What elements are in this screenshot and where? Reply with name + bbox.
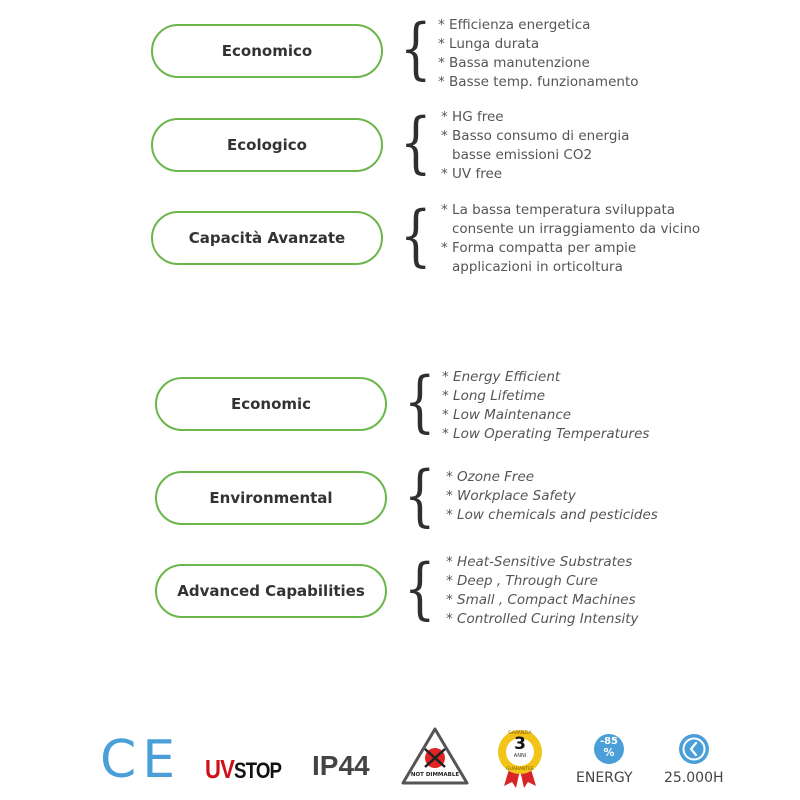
ce-mark-icon: CE xyxy=(100,730,182,790)
category-pill-ecologico: Ecologico xyxy=(151,118,383,172)
bullet-item: * Efficienza energetica xyxy=(438,17,591,33)
bullet-item: applicazioni in orticoltura xyxy=(452,259,623,275)
bullet-item: * Bassa manutenzione xyxy=(438,55,590,71)
category-pill-economic: Economic xyxy=(155,377,387,431)
guarantee-years: 3 xyxy=(514,734,526,754)
bullet-item: * Low chemicals and pesticides xyxy=(446,507,658,523)
bullet-item: * Small , Compact Machines xyxy=(446,592,636,608)
energy-label: ENERGY xyxy=(576,770,633,786)
bullet-list-advanced-capabilities xyxy=(446,553,639,629)
stop-text: STOP xyxy=(234,758,282,783)
brace-icon: { xyxy=(400,10,432,87)
bullet-item: * Forma compatta per ampie xyxy=(441,240,637,256)
energy-value: -85 xyxy=(599,736,619,747)
bullet-list-economic xyxy=(442,368,649,444)
ip44-rating: IP44 xyxy=(312,750,370,781)
bullet-item: basse emissioni CO2 xyxy=(452,147,593,163)
lifetime-hours-badge xyxy=(660,722,730,800)
brace-icon: { xyxy=(404,457,436,534)
certification-icons-row xyxy=(0,722,800,800)
bullet-item: * La bassa temperatura sviluppata xyxy=(441,202,676,218)
energy-percent: % xyxy=(603,746,615,759)
not-dimmable-label: NOT DIMMABLE xyxy=(410,772,460,778)
guarantee-top-text: GARANZIA xyxy=(508,731,532,736)
not-dimmable-icon xyxy=(400,726,470,786)
bullet-item: * Energy Efficient xyxy=(442,369,561,385)
bullet-item: * Heat-Sensitive Substrates xyxy=(446,554,633,570)
bullet-item: * Workplace Safety xyxy=(446,488,576,504)
brace-icon: { xyxy=(400,197,432,274)
hours-label: 25.000H xyxy=(664,770,724,786)
bullet-item: * Deep , Through Cure xyxy=(446,573,598,589)
brace-icon: { xyxy=(404,363,436,440)
bullet-item: * Low Maintenance xyxy=(442,407,572,423)
bullet-item: consente un irraggiamento da vicino xyxy=(452,221,701,237)
bullet-item: * UV free xyxy=(441,166,503,182)
guarantee-3-years-badge xyxy=(490,726,550,792)
bullet-item: * Basso consumo di energia xyxy=(441,128,630,144)
bullet-list-environmental xyxy=(446,468,658,525)
uv-text: UV xyxy=(205,754,235,784)
category-pill-economico: Economico xyxy=(151,24,383,78)
bullet-item: * Controlled Curing Intensity xyxy=(446,611,639,627)
bullet-item: * Long Lifetime xyxy=(442,388,546,404)
category-pill-environmental: Environmental xyxy=(155,471,387,525)
energy-saving-badge xyxy=(576,722,640,800)
bullet-item: * Ozone Free xyxy=(446,469,535,485)
bullet-item: * Basse temp. funzionamento xyxy=(438,74,639,90)
category-pill-advanced-capabilities: Advanced Capabilities xyxy=(155,564,387,618)
brace-icon: { xyxy=(400,104,432,181)
bullet-list-capacita-avanzate xyxy=(441,201,700,277)
bullet-item: * HG free xyxy=(441,109,504,125)
bullet-item: * Low Operating Temperatures xyxy=(442,426,650,442)
clock-icon xyxy=(678,733,710,765)
category-pill-capacita-avanzate: Capacità Avanzate xyxy=(151,211,383,265)
bullet-item: * Lunga durata xyxy=(438,36,540,52)
bullet-list-economico xyxy=(438,16,639,92)
guarantee-unit: ANNI xyxy=(513,753,527,759)
bullet-list-ecologico xyxy=(441,108,629,184)
guarantee-bottom-text: GUARANTEE xyxy=(506,767,534,772)
uv-stop-logo xyxy=(205,754,281,785)
brace-icon: { xyxy=(404,550,436,627)
